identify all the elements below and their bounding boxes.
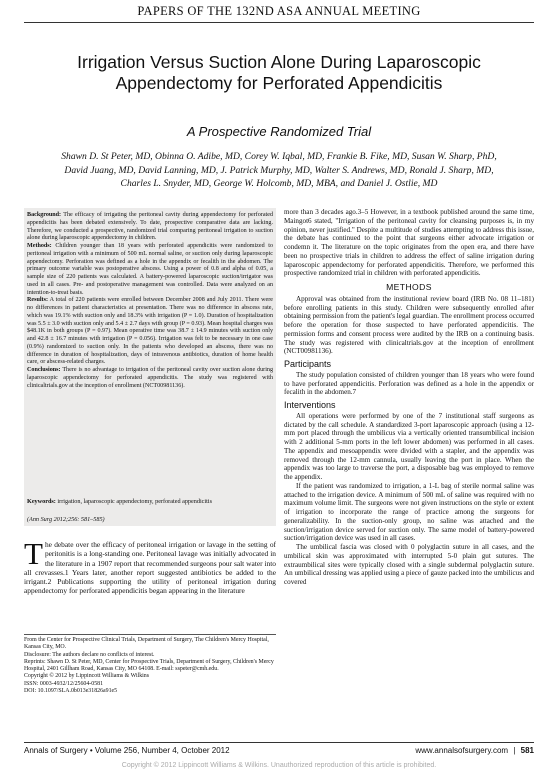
paragraph: Approval was obtained from the institutional review board (IRB No. 08 11–181) before enrolling patients in this study. Children were subsequently enrolled after obtaining permission from the patient's legal guardian. The enrollment process occurred before the operation for those suspected to have perforated appendicitis. The permission forms and consent process were audited by the IRB on a continuing basis. The study was registered with clinicaltrials.gov at the inception of enrollment (NCT00981136). xyxy=(284,294,534,356)
section-heading-participants: Participants xyxy=(284,359,332,369)
article-subtitle: A Prospective Randomized Trial xyxy=(186,124,372,139)
author-list xyxy=(30,150,528,191)
running-head: PAPERS OF THE 132ND ASA ANNUAL MEETING xyxy=(137,4,421,18)
header-rule xyxy=(24,22,534,23)
section-heading-interventions: Interventions xyxy=(284,400,336,410)
paragraph: The umbilical fascia was closed with 0 polyglactin suture in all cases, and the umbilical skin was approximated with interrupted 5-0 plain gut sutures. The extraumbilical sites were typically closed with a single subdermal polyglactin suture. An umbilical dressing was applied using a piece of gauze packed into the umbilicus and covered xyxy=(284,543,534,586)
abstract-background: Background: The efficacy of irrigating the peritoneal cavity during appendectomy for perforated appendicitis has been debated extensively. To date, prospective comparative data are lacking. Therefore, we conducted a prospective, randomized trial comparing peritoneal irrigation to suction alone during laparoscopic appendectomy in children. xyxy=(27,212,273,242)
abstract-conclusions: Conclusions: There is no advantage to irrigation of the peritoneal cavity over suction alone during laparoscopic appendectomy for perforated appendicitis. The study was registered with clinicaltrials.gov at the inception of enrollment (NCT00981136). xyxy=(27,367,273,389)
paragraph: The study population consisted of children younger than 18 years who were found to have perforated appendicitis. Perforation was defined as a hole in the appendix or fecalith in the abdomen.7 xyxy=(284,370,534,397)
title-line-2: Appendectomy for Perforated Appendicitis xyxy=(115,73,443,93)
citation: (Ann Surg 2012;256: 581–585) xyxy=(27,516,105,523)
journal-url[interactable]: www.annalsofsurgery.com xyxy=(415,746,509,755)
footer-rule xyxy=(24,742,534,743)
paragraph: All operations were performed by one of the 7 institutional staff surgeons as dictated by the call schedule. A standardized 3-port laparoscopic approach (using a 12-mm port placed through the umbilicus via a vertically oriented transumbilical incision with 2 additional 5-mm ports in the left lower abdomen) was performed in all cases. The appendix and mesoappendix were divided with a stapler, and the appendix was removed through the 12-mm cannula, usually leaving the port in place. When the appendix was too large to traverse the port, a disposable bag was employed to remove the appendix. xyxy=(284,411,534,481)
footnote-doi: DOI: 10.1097/SLA.0b013e31826a91e5 xyxy=(24,688,118,695)
abstract-results: Results: A total of 220 patients were enrolled between December 2008 and July 2011. There were no differences in patient characteristics at presentation. There was no difference in abscess rate, which was 19.1% with suction only and 18.3% with irrigation (P = 1.0). Duration of hospitalization was 5.5 ± 3.0 with suction only and 5.4 ± 2.7 days with group (P = 0.93). Mean hospital charges was $48.1K in both groups (P = 0.97). Mean operative time was 38.7 ± 14.9 minutes with suction only and 42.8 ± 16.7 minutes with irrigation (P = 0.056). Irrigation was felt to be necessary in one case (0.9%) randomized to suction only. In the patients who developed an abscess, there was no difference in duration of hospitalization, days of intravenous antibiotics, duration of home health care, or abscess-related charges. xyxy=(27,297,273,366)
footnote-reprints: Reprints: Shawn D. St Peter, MD, Center for Prospective Trials, Department of Surgery, Children's Mercy Hospital, 2401 Gillham Road, Kansas City, MO 64108. E-mail: sspeter@cmh.edu. xyxy=(24,658,274,673)
footnote-disclosure: Disclosure: The authors declare no conflicts of interest. xyxy=(24,651,155,658)
footnote-rule xyxy=(24,634,276,635)
footer-right: www.annalsofsurgery.com | 581 xyxy=(415,746,534,755)
footnotes xyxy=(24,637,276,695)
section-heading-methods: METHODS xyxy=(386,282,432,292)
footnote-issn: ISSN: 0003-4932/12/25604-0581 xyxy=(24,680,104,687)
footnote-copyright: Copyright © 2012 by Lippincott Williams & Wilkins xyxy=(24,673,150,680)
authors-line-2: David Juang, MD, David Lanning, MD, J. Patrick Murphy, MD, Walter S. Andrews, MD, Ronald J. Sharp, MD, xyxy=(64,164,494,176)
abstract-methods: Methods: Children younger than 18 years with perforated appendicitis were randomized to peritoneal irrigation with a minimum of 500 mL normal saline, or suction only during laparoscopic appendectomy. Perforation was defined as a hole in the appendix or fecalith in the abdomen. The primary outcome variable was postoperative abscess. Using a power of 0.8 and alpha of 0.05, a sample size of 220 patients was calculated. A battery-powered laparoscopic suction/irrigator was used in all cases. Pre- and postoperative management was controlled. Data were analyzed on an intention-to-treat basis. xyxy=(27,243,273,296)
drop-cap: T xyxy=(24,536,43,571)
footnote-affiliation: From the Center for Prospective Clinical Trials, Department of Surgery, The Children's Mercy Hospital, Kansas City, MO. xyxy=(24,637,269,651)
keywords: Keywords: irrigation, laparoscopic appendectomy, perforated appendicitis xyxy=(27,498,212,505)
article-title xyxy=(24,52,534,94)
intro-paragraph: The debate over the efficacy of peritoneal irrigation or lavage in the setting of peritonitis is a long-standing one. Peritoneal lavage was initially advocated in the literature in a 1907 report that recommended surgeons pour salt water into all crevasses.1 Years later, another report suggested antibiotics be added to the irrigant.2 Publications supporting the utility of peritoneal irrigation during appendectomy for perforated appendicitis began appearing in the literature xyxy=(24,536,276,596)
right-column xyxy=(284,208,534,587)
paragraph: If the patient was randomized to irrigation, a 1-L bag of sterile normal saline was attached to the irrigation device. A minimum of 500 mL of saline was required with no maximum volume limit. The surgeons were not given instructions on the style or extent of irrigation to incorporate the range of practice among the surgeons for generalizability. In the suction-only group, no saline was attached and the suction/irrigation device served for suction only. The same model of battery-powered suction/irrigation device was used in all cases. xyxy=(284,481,534,543)
title-line-1: Irrigation Versus Suction Alone During Laparoscopic xyxy=(77,52,481,72)
authors-line-1: Shawn D. St Peter, MD, Obinna O. Adibe, MD, Corey W. Iqbal, MD, Frankie B. Fike, MD, Susan W. Sharp, PhD, xyxy=(61,151,497,162)
page-number: 581 xyxy=(520,746,534,755)
paragraph: more than 3 decades ago.3–5 However, in a textbook published around the same time, Maingot6 stated, "Irrigation of the peritoneal cavity for cleansing purposes is, in my opinion, never justified." Despite a multitude of studies attempting to address this issue, the debate has continued to the point that surgeons either advocate irrigation or condemn it. The literature on the topic originates from the open era, and there have been no prospective trials in children to address the effect of saline irrigation during laparoscopic appendectomy for perforated appendicitis. Therefore, we performed this prospective randomized trial in children with perforated appendicitis. xyxy=(284,208,534,278)
journal-footer: Annals of Surgery • Volume 256, Number 4, October 2012 xyxy=(24,746,230,755)
copyright-notice: Copyright © 2012 Lippincott Williams & Wilkins. Unauthorized reproduction of this article is prohibited. xyxy=(121,762,437,769)
authors-line-3: Charles L. Snyder, MD, George W. Holcomb, MD, MBA, and Daniel J. Ostlie, MD xyxy=(120,178,438,189)
abstract xyxy=(27,212,273,390)
